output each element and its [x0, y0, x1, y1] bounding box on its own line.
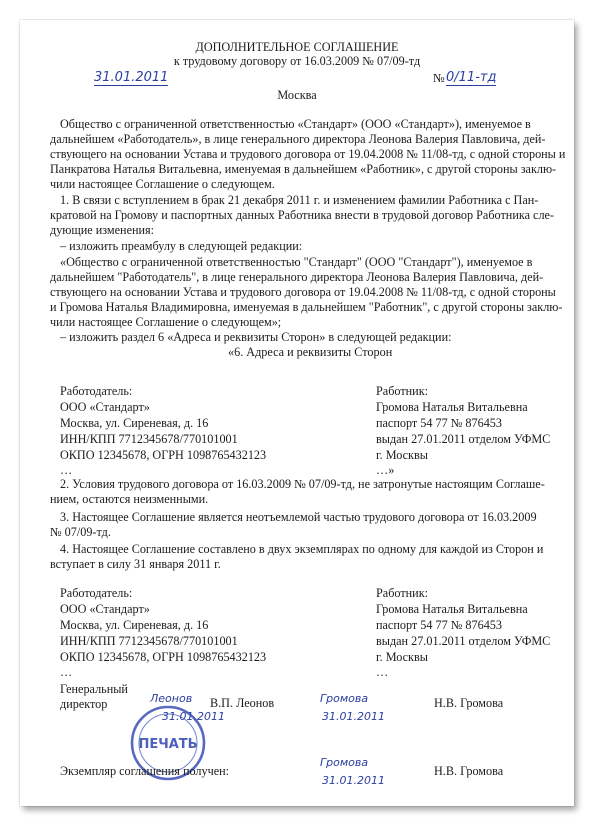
stamp-text: ПЕЧАТЬ — [138, 737, 198, 752]
employee-line: Громова Наталья Витальевна — [376, 602, 528, 616]
employee-name: Н.В. Громова — [434, 696, 504, 710]
number-prefix: № — [433, 71, 445, 85]
quote-line: – изложить раздел 6 «Адреса и реквизиты Сторон» в следующей редакции: — [60, 330, 452, 344]
quote-line: дальнейшем "Работодатель", в лице генерального директора Леонова Валерия Павловича, дей- — [50, 270, 544, 284]
clause-line: – изложить преамбулу в следующей редакции: — [60, 239, 303, 253]
employee-label: Работник: — [376, 384, 428, 398]
employee-sign-date: 31.01.2011 — [322, 710, 385, 723]
employee-label: Работник: — [376, 586, 428, 600]
employee-line: выдан 27.01.2011 отделом УФМС — [376, 634, 551, 648]
quote-line: «Общество с ограниченной ответственностью "Стандарт" (ООО "Стандарт"), именуемое в — [60, 255, 533, 269]
employee-signature: Громова — [320, 692, 369, 705]
quote-line: и Громова Наталья Владимировна, именуемая в дальнейшем "Работник", с другой стороны заклю- — [50, 300, 563, 314]
employer-line: Москва, ул. Сиреневая, д. 16 — [60, 416, 209, 430]
employer-line: ООО «Стандарт» — [60, 602, 150, 616]
employee-line: г. Москвы — [376, 448, 428, 462]
employer-line: Москва, ул. Сиреневая, д. 16 — [60, 618, 209, 632]
employer-line: … — [60, 463, 73, 477]
handwritten-number: 0/11-тд — [446, 70, 497, 85]
document-page — [20, 20, 574, 806]
document-title: ДОПОЛНИТЕЛЬНОЕ СОГЛАШЕНИЕ — [195, 40, 399, 54]
director-signature: Леонов — [150, 692, 193, 705]
handwritten-date: 31.01.2011 — [94, 70, 169, 85]
clause-line: 1. В связи с вступлением в брак 21 декабря 2011 г. и изменением фамилии Работника с Пан- — [60, 193, 539, 207]
director-title-line: Генеральный — [60, 682, 128, 696]
employee-line: выдан 27.01.2011 отделом УФМС — [376, 432, 551, 446]
director-sign-date: 31.01.2011 — [162, 710, 225, 723]
quote-line: ствующего на основании Устава и трудового договора от 19.04.2008 № 11/08-тд, с одной стороны — [50, 285, 556, 299]
employer-line: … — [60, 665, 73, 679]
employer-label: Работодатель: — [60, 384, 133, 398]
employee-line: г. Москвы — [376, 650, 428, 664]
clause-line: 4. Настоящее Соглашение составлено в двух экземплярах по одному для каждой из Сторон и — [60, 542, 544, 556]
section-6-heading: «6. Адреса и реквизиты Сторон — [228, 345, 393, 359]
employee-line: … — [376, 665, 389, 679]
director-name: В.П. Леонов — [210, 696, 275, 710]
preamble-line: Общество с ограниченной ответственностью «Стандарт» (ООО «Стандарт»), именуемое в — [60, 117, 531, 131]
clause-line: 2. Условия трудового договора от 16.03.2009 № 07/09-тд, не затронутые настоящим Соглаше- — [60, 477, 545, 491]
employer-line: ИНН/КПП 7712345678/770101001 — [60, 432, 238, 446]
employer-line: ИНН/КПП 7712345678/770101001 — [60, 634, 238, 648]
document-subtitle: к трудовому договору от 16.03.2009 № 07/09-тд — [173, 54, 421, 68]
director-title-line: директор — [60, 697, 108, 711]
preamble-line: чили настоящее Соглашение о следующем. — [50, 177, 275, 191]
quote-line: чили настоящее Соглашение о следующем»; — [50, 315, 282, 329]
city: Москва — [277, 88, 317, 102]
received-employee-name: Н.В. Громова — [434, 764, 504, 778]
employer-line: ОКПО 12345678, ОГРН 1098765432123 — [60, 650, 267, 664]
preamble-line: ствующего на основании Устава и трудового договора от 19.04.2008 № 11/08-тд, с одной стороны и — [50, 147, 566, 161]
employee-line: паспорт 54 77 № 876453 — [376, 618, 502, 632]
clause-line: дующие изменения: — [50, 223, 155, 237]
employee-line: паспорт 54 77 № 876453 — [376, 416, 502, 430]
clause-line: № 07/09-тд. — [50, 525, 111, 539]
preamble-line: Панкратова Наталья Витальевна, именуемая в дальнейшем «Работник», с другой стороны заклю- — [50, 162, 557, 176]
employer-line: ОКПО 12345678, ОГРН 1098765432123 — [60, 448, 267, 462]
employee-line: …» — [376, 463, 395, 477]
received-label: Экземпляр соглашения получен: — [60, 764, 230, 778]
clause-line: 3. Настоящее Соглашение является неотъемлемой частью трудового договора от 16.03.2009 — [60, 510, 537, 524]
clause-line: нием, остаются неизменными. — [50, 492, 209, 506]
employee-line: Громова Наталья Витальевна — [376, 400, 528, 414]
received-signature: Громова — [320, 756, 369, 769]
employer-label: Работодатель: — [60, 586, 133, 600]
preamble-line: дальнейшем «Работодатель», в лице генерального директора Леонова Валерия Павловича, дей- — [50, 132, 546, 146]
clause-line: вступает в силу 31 января 2011 г. — [50, 557, 221, 571]
employer-line: ООО «Стандарт» — [60, 400, 150, 414]
clause-line: кратовой на Громову и паспортных данных Работника внести в трудовой договор Работника сле- — [50, 208, 554, 222]
received-sign-date: 31.01.2011 — [322, 774, 385, 787]
